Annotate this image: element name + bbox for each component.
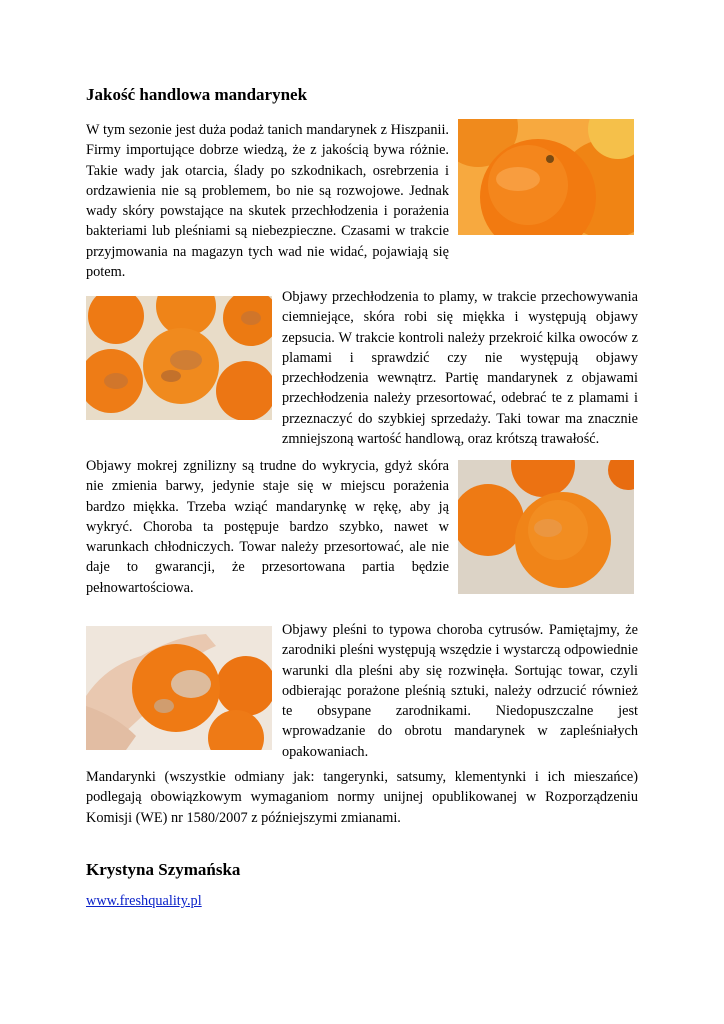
article-title: Jakość handlowa mandarynek: [86, 85, 308, 104]
paragraph-mould: Objawy pleśni to typowa choroba cytrusów. Pamiętajmy, że zarodniki pleśni występują wszędzie i wystarczą odpowiednie warunki dla pleśni aby się rozwinęła. Sortując towar, czyli odbierając porażone pleśnią sztuki, należy odrzucić również te obsypane zarodnikami. Niedopuszczalne jest wprowadzanie do obrotu mandarynek w zapleśniałych opakowaniach.: [282, 622, 638, 760]
author-name: Krystyna Szymańska: [86, 860, 241, 879]
website-link[interactable]: www.freshquality.pl: [86, 893, 202, 909]
paragraph-regulation: Mandarynki (wszystkie odmiany jak: tangerynki, satsumy, klementynki i ich mieszańce) podlegają obowiązkowym wymaganiom normy unijnej opublikowanej w Rozporządzeniu Komisji (WE) nr 1580/2007 z późniejszymi zmianami.: [86, 769, 638, 826]
paragraph-chilling-injury: Objawy przechłodzenia to plamy, w trakcie przechowywania ciemniejące, skóra robi się miękka i występują objawy zepsucia. W trakcie kontroli należy przekroić kilka owoców z plamami i sprawdzić czy nie występują objawy przechłodzenia wewnątrz. Partię mandarynek z objawami przechłodzenia należy przesortować, odebrać te z plamami i przeznaczyć do szybkiej sprzedaży. Taki towar ma znacznie zmniejszoną wartość handlową, oraz krótszą trawałość.: [282, 289, 638, 448]
photo-mandarins-chilling-injury: [86, 296, 272, 420]
paragraph-intro: W tym sezonie jest duża podaż tanich mandarynek z Hiszpanii. Firmy importujące dobrze wiedzą, że z jakością bywa różnie. Takie wady jak otarcia, ślady po szkodnikach, osrebrzenia i ordzawienia nie są problemem, bo nie są rozwojowe. Jednak wady skóry powstające na skutek przechłodzenia i porażenia bakteriami lub pleśniami są niebezpieczne. Czasami w trakcie przyjmowania na magazyn tych wad nie widać, pojawiają się potem.: [86, 122, 449, 281]
photo-mandarin-mould-in-hand: [86, 626, 272, 750]
paragraph-wet-rot: Objawy mokrej zgnilizny są trudne do wykrycia, gdyż skóra nie zmienia barwy, jedynie staje się w miejscu porażenia bardzo miękka. Trzeba wziąć mandarynkę w rękę, aby ją wykryć. Choroba ta postępuje bardzo szybko, nawet w warunkach chłodniczych. Towar należy przesortować, ale nie daje to gwarancji, że przesortowana partia będzie pełnowartościowa.: [86, 458, 449, 596]
photo-mandarins-wet-rot: [458, 460, 634, 594]
photo-mandarins-healthy: [458, 119, 634, 235]
